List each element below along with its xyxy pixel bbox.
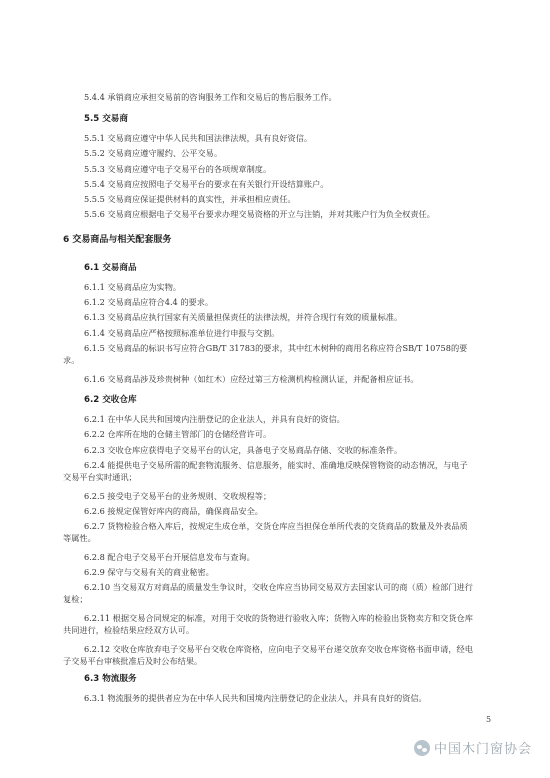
page-number: 5 <box>486 715 492 724</box>
section-heading: 6.1 交易商品 <box>84 263 137 273</box>
paragraph: 6.2.5 接受电子交易平台的业务规则、交收规程等； <box>84 491 272 501</box>
paragraph: 6.2.1 在中华人民共和国境内注册登记的企业法人，并具有良好的资信。 <box>84 414 345 424</box>
paragraph: 5.5.1 交易商应遵守中华人民共和国法律法规，具有良好资信。 <box>84 133 313 143</box>
paragraph: 6.2.6 接规定保管好库内的商品，确保商品安全。 <box>84 506 263 516</box>
paragraph: 6.2.7 货物检验合格入库后，按规定生成仓单，交货仓库应当担保仓单所代表的交货商品的数量及外表品质等属性。 <box>63 521 468 543</box>
wechat-icon <box>414 740 430 756</box>
paragraph: 6.1.4 交易商品应严格按照标准单位进行申报与交割。 <box>84 328 280 338</box>
paragraph: 6.1.3 交易商品应执行国家有关质量担保责任的法律法规，并符合现行有效的质量标准。 <box>84 312 403 322</box>
chapter-heading: 6 交易商品与相关配套服务 <box>63 235 172 245</box>
paragraph: 5.5.2 交易商应遵守履约、公平交易。 <box>84 148 223 158</box>
paragraph: 6.2.10 当交易双方对商品的质量发生争议时，交收仓库应当协同交易双方去国家认可的商（质）检部门进行复检； <box>63 582 473 604</box>
section-heading: 6.2 交收仓库 <box>84 395 137 405</box>
paragraph: 6.2.11 根据交易合同规定的标准，对用于交收的货物进行验收入库；货物入库的检验出货物卖方和交货仓库共同进行，检验结果应经双方认可。 <box>63 613 473 635</box>
paragraph: 6.2.2 仓库所在地的仓储主管部门的仓储经营许可。 <box>84 429 272 439</box>
paragraph: 5.5.5 交易商应保证提供材料的真实性，并承担相应责任。 <box>84 194 296 204</box>
section-heading: 6.3 物流服务 <box>84 674 137 684</box>
paragraph: 6.2.12 交收仓库放弃电子交易平台交收仓库资格，应向电子交易平台递交放弃交收仓库资格书面申请，经电子交易平台审核批准后及时公布结果。 <box>63 644 473 666</box>
paragraph: 5.5.3 交易商应遵守电子交易平台的各项规章制度。 <box>84 164 272 174</box>
section-heading: 5.5 交易商 <box>84 114 128 124</box>
paragraph: 6.2.4 能提供电子交易所需的配套物流服务、信息服务，能实时、准确地反映保管物资的动态情况，与电子交易平台实时通讯； <box>63 460 468 482</box>
paragraph: 5.5.4 交易商应按照电子交易平台的要求在有关银行开设结算账户。 <box>84 179 329 189</box>
paragraph: 6.2.9 保守与交易有关的商业秘密。 <box>84 567 214 577</box>
paragraph: 6.2.8 配合电子交易平台开展信息发布与查询。 <box>84 552 255 562</box>
paragraph: 6.1.5 交易商品的标识书写应符合GB/T 31783的要求，其中红木树种的商用名称应符合SB/T 10758的要求。 <box>63 343 468 365</box>
paragraph: 6.1.6 交易商品涉及珍贵树种（如红木）应经过第三方检测机构检测认证，并配备相应证书。 <box>84 374 419 384</box>
paragraph: 5.4.4 承销商应承担交易前的咨询服务工作和交易后的售后服务工作。 <box>84 92 337 102</box>
paragraph: 6.2.3 交收仓库应获得电子交易平台的认定，具备电子交易商品存储、交收的标准条件。 <box>84 445 403 455</box>
paragraph: 6.1.2 交易商品应符合4.4 的要求。 <box>84 297 214 307</box>
paragraph: 6.3.1 物流服务的提供者应为在中华人民共和国境内注册登记的企业法人，并具有良好的资信。 <box>84 693 427 703</box>
paragraph: 5.5.6 交易商应根据电子交易平台要求办理交易资格的开立与注销，并对其账户行为负全权责任。 <box>84 209 435 219</box>
paragraph: 6.1.1 交易商品应为实物。 <box>84 282 182 292</box>
watermark-text: 中国木门窗协会 <box>434 742 533 757</box>
watermark <box>414 738 532 757</box>
